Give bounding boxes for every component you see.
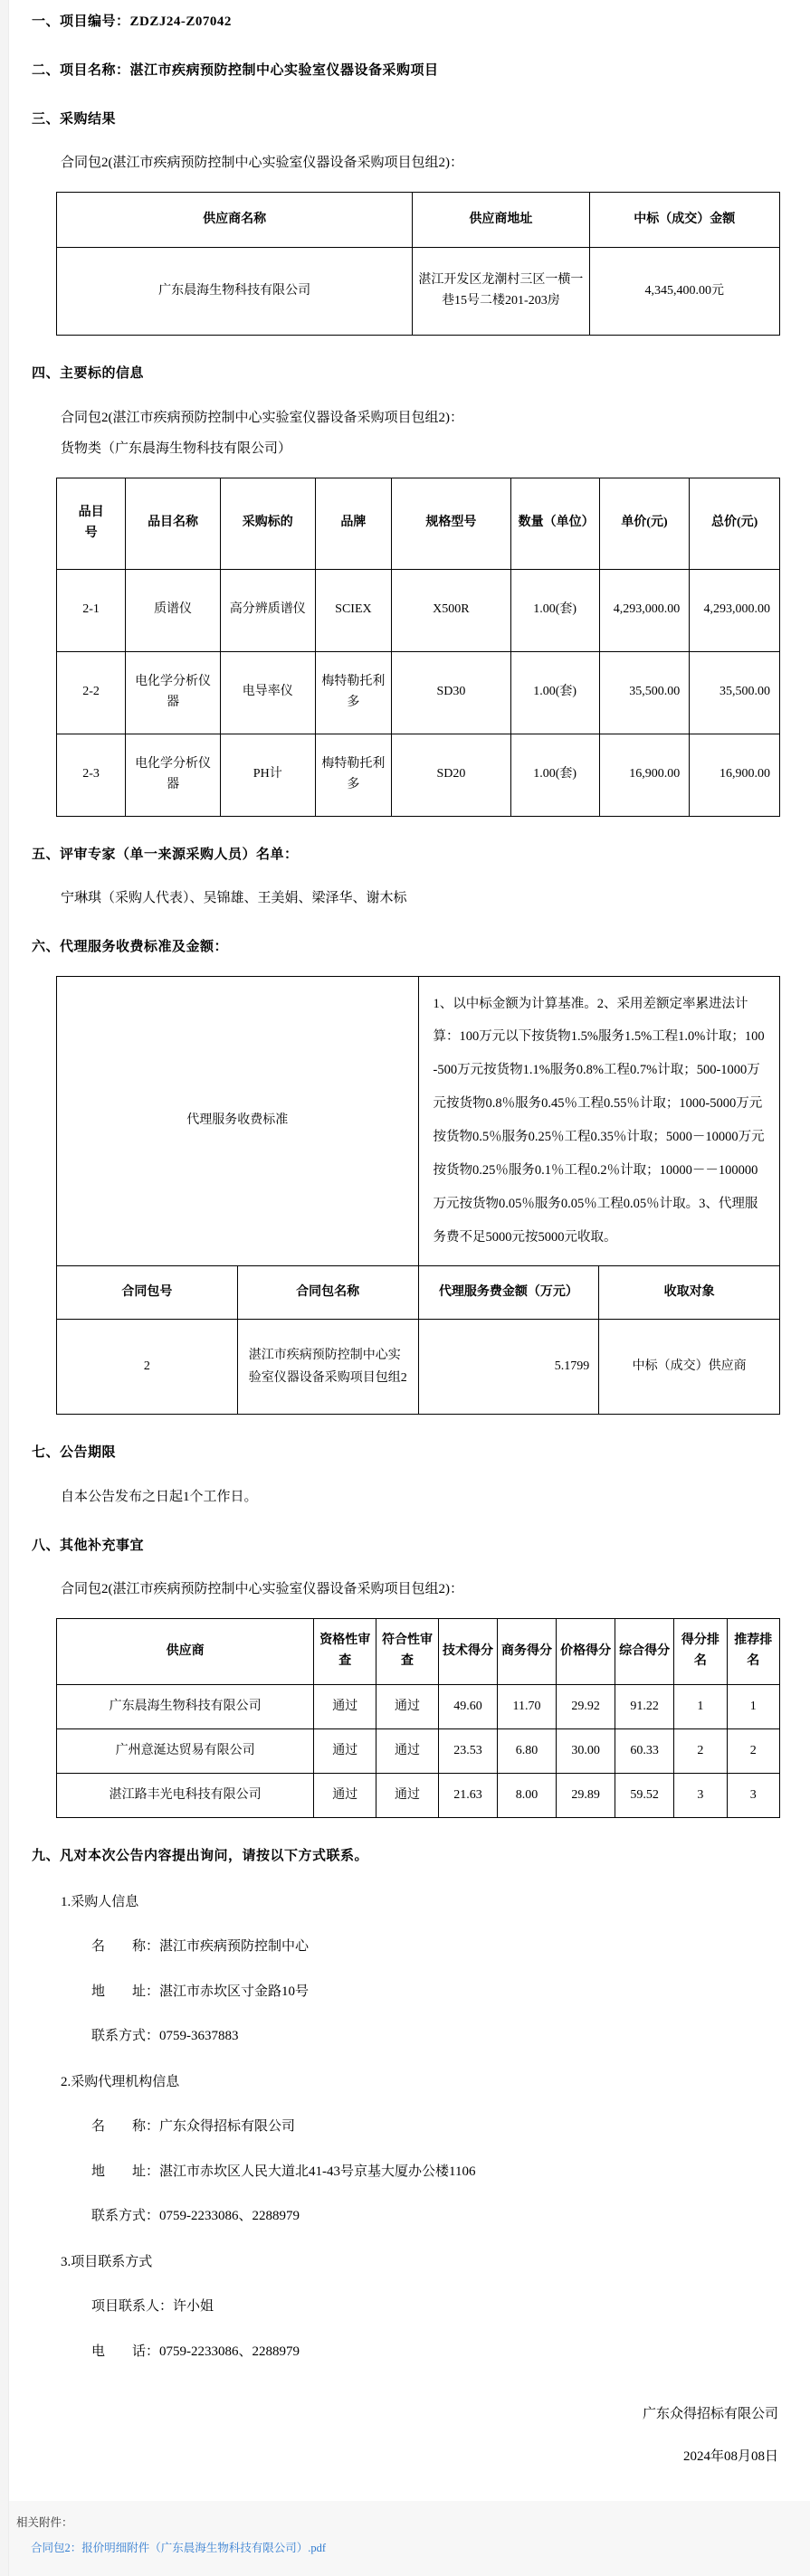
heading-main-items: 四、主要标的信息 [32, 365, 145, 381]
column-header: 商务得分 [497, 1618, 556, 1684]
item-row [57, 569, 780, 651]
agency-name: 名 称：广东众得招标有限公司 [91, 2119, 296, 2134]
item-name-cell: 电化学分析仪器 [126, 651, 221, 734]
heading-contact: 九、凡对本次公告内容提出询问，请按以下方式联系。 [32, 1848, 369, 1863]
purchaser-info-title: 1.采购人信息 [61, 1894, 139, 1909]
score-rank-cell: 3 [674, 1773, 727, 1817]
column-header: 规格型号 [392, 478, 510, 569]
agency-phone: 联系方式：0759-2233086、2288979 [91, 2209, 300, 2223]
qualification-cell: 通过 [314, 1773, 376, 1817]
agency-info-title: 2.采购代理机构信息 [61, 2074, 180, 2089]
conformity-cell: 通过 [376, 1773, 439, 1817]
attachment-pdf-link[interactable]: 合同包2：报价明细附件（广东晨海生物科技有限公司）.pdf [31, 2542, 327, 2554]
attachments-label: 相关附件： [16, 2516, 73, 2529]
heading-notice-period: 七、公告期限 [32, 1445, 117, 1461]
project-contact-title: 3.项目联系方式 [61, 2254, 153, 2269]
project-contact-person: 项目联系人：许小姐 [91, 2299, 214, 2314]
column-header: 合同包号 [57, 1266, 238, 1320]
item-name-cell: 电化学分析仪器 [126, 734, 221, 816]
conformity-cell: 通过 [376, 1728, 439, 1773]
column-header: 总价(元) [690, 478, 780, 569]
main-items-package-note: 合同包2(湛江市疾病预防控制中心实验室仪器设备采购项目包组2)： [61, 410, 463, 425]
item-total-price-cell: 4,293,000.00 [690, 569, 780, 651]
heading-procurement-result: 三、采购结果 [32, 111, 117, 127]
package-name-cell: 湛江市疾病预防控制中心实验室仪器设备采购项目包组2 [237, 1320, 418, 1415]
main-items-table [56, 478, 780, 817]
item-qty-cell: 1.00(套) [510, 569, 599, 651]
column-header: 代理服务费金额（万元） [418, 1266, 599, 1320]
item-unit-price-cell: 35,500.00 [599, 651, 690, 734]
conformity-cell: 通过 [376, 1684, 439, 1728]
table-header-row [57, 192, 780, 247]
table-row [57, 247, 780, 335]
table-header-row [57, 1266, 780, 1320]
item-target-cell: PH计 [220, 734, 315, 816]
column-header: 供应商名称 [57, 192, 413, 247]
column-header: 品目号 [57, 478, 126, 569]
column-header: 供应商地址 [413, 192, 589, 247]
fee-payer-cell: 中标（成交）供应商 [599, 1320, 780, 1415]
total-score-cell: 59.52 [615, 1773, 674, 1817]
item-total-price-cell: 16,900.00 [690, 734, 780, 816]
recommend-rank-cell: 3 [727, 1773, 779, 1817]
qualification-cell: 通过 [314, 1728, 376, 1773]
item-no-cell: 2-3 [57, 734, 126, 816]
item-total-price-cell: 35,500.00 [690, 651, 780, 734]
column-header: 资格性审查 [314, 1618, 376, 1684]
column-header: 单价(元) [599, 478, 690, 569]
item-no-cell: 2-2 [57, 651, 126, 734]
main-items-category-note: 货物类（广东晨海生物科技有限公司） [61, 441, 292, 456]
recommend-rank-cell: 2 [727, 1728, 779, 1773]
tech-score-cell: 21.63 [438, 1773, 497, 1817]
column-header: 收取对象 [599, 1266, 780, 1320]
column-header: 合同包名称 [237, 1266, 418, 1320]
page-left-gutter [0, 0, 9, 2576]
award-amount-cell: 4,345,400.00元 [589, 247, 779, 335]
heading-experts: 五、评审专家（单一来源采购人员）名单： [32, 847, 299, 862]
supplier-address-cell: 湛江开发区龙潮村三区一横一巷15号二楼201-203房 [413, 247, 589, 335]
score-row [57, 1684, 780, 1728]
score-row [57, 1728, 780, 1773]
purchaser-address: 地 址：湛江市赤坎区寸金路10号 [91, 1984, 310, 1999]
item-row [57, 734, 780, 816]
fee-standard-row [57, 976, 780, 1266]
supplier-name-cell: 广东晨海生物科技有限公司 [57, 247, 413, 335]
agency-address: 地 址：湛江市赤坎区人民大道北41-43号京基大厦办公楼1106 [91, 2164, 476, 2179]
heading-supplementary: 八、其他补充事宜 [32, 1538, 145, 1553]
item-brand-cell: SCIEX [315, 569, 392, 651]
recommend-rank-cell: 1 [727, 1684, 779, 1728]
item-name-cell: 质谱仪 [126, 569, 221, 651]
price-score-cell: 29.89 [557, 1773, 615, 1817]
supplementary-package-note: 合同包2(湛江市疾病预防控制中心实验室仪器设备采购项目包组2)： [61, 1582, 463, 1597]
purchaser-phone: 联系方式：0759-3637883 [91, 2029, 239, 2043]
item-unit-price-cell: 4,293,000.00 [599, 569, 690, 651]
item-target-cell: 电导率仪 [220, 651, 315, 734]
column-header: 采购标的 [220, 478, 315, 569]
bidder-name-cell: 广州意涎达贸易有限公司 [57, 1728, 314, 1773]
purchaser-name: 名 称：湛江市疾病预防控制中心 [91, 1939, 310, 1954]
score-row [57, 1773, 780, 1817]
item-model-cell: SD20 [392, 734, 510, 816]
fee-standard-label-cell: 代理服务收费标准 [57, 976, 419, 1266]
business-score-cell: 11.70 [497, 1684, 556, 1728]
bidder-name-cell: 湛江路丰光电科技有限公司 [57, 1773, 314, 1817]
item-qty-cell: 1.00(套) [510, 651, 599, 734]
total-score-cell: 91.22 [615, 1684, 674, 1728]
project-contact-phone: 电 话：0759-2233086、2288979 [91, 2344, 300, 2359]
heading-project-number: 一、项目编号：ZDZJ24-Z07042 [32, 14, 232, 29]
column-header: 数量（单位） [510, 478, 599, 569]
table-header-row [57, 478, 780, 569]
signature-date: 2024年08月08日 [682, 2449, 778, 2464]
column-header: 品牌 [315, 478, 392, 569]
bidder-name-cell: 广东晨海生物科技有限公司 [57, 1684, 314, 1728]
fee-amount-cell: 5.1799 [418, 1320, 599, 1415]
attachments-footer [0, 2501, 810, 2576]
signature-company: 广东众得招标有限公司 [642, 2407, 778, 2421]
score-rank-cell: 2 [674, 1728, 727, 1773]
item-brand-cell: 梅特勒托利多 [315, 651, 392, 734]
total-score-cell: 60.33 [615, 1728, 674, 1773]
fee-data-row [57, 1320, 780, 1415]
column-header: 符合性审查 [376, 1618, 439, 1684]
score-rank-cell: 1 [674, 1684, 727, 1728]
table-header-row [57, 1618, 780, 1684]
tech-score-cell: 23.53 [438, 1728, 497, 1773]
item-model-cell: X500R [392, 569, 510, 651]
business-score-cell: 8.00 [497, 1773, 556, 1817]
agency-fee-table [56, 976, 780, 1416]
heading-agency-fee: 六、代理服务收费标准及金额： [32, 939, 229, 954]
notice-period-text: 自本公告发布之日起1个工作日。 [61, 1490, 258, 1504]
item-qty-cell: 1.00(套) [510, 734, 599, 816]
item-brand-cell: 梅特勒托利多 [315, 734, 392, 816]
business-score-cell: 6.80 [497, 1728, 556, 1773]
column-header: 中标（成交）金额 [589, 192, 779, 247]
fee-standard-text-cell: 1、以中标金额为计算基准。2、采用差额定率累进法计算：100万元以下按货物1.5%服务1.5%工程1.0%计取；100-500万元按货物1.1%服务0.8%工程0.7%计取；500-1000万元按货物0.8％服务0.45％工程0.55％计取；1000-5000万元按货物0.5％服务0.25％工程0.35％计取；5000－10000万元按货物0.25％服务0.1％工程0.2％计取；10000－－100000万元按货物0.05％服务0.05％工程0.05％计取。3、代理服务费不足5000元按5000元收取。 [418, 976, 780, 1266]
procurement-package-note: 合同包2(湛江市疾病预防控制中心实验室仪器设备采购项目包组2)： [61, 156, 463, 171]
item-no-cell: 2-1 [57, 569, 126, 651]
price-score-cell: 29.92 [557, 1684, 615, 1728]
column-header: 品目名称 [126, 478, 221, 569]
experts-list: 宁琳琪（采购人代表）、吴锦雄、王美娟、梁泽华、谢木标 [61, 891, 407, 906]
column-header: 综合得分 [615, 1618, 674, 1684]
column-header: 供应商 [57, 1618, 314, 1684]
column-header: 技术得分 [438, 1618, 497, 1684]
procurement-result-table [56, 192, 780, 336]
qualification-cell: 通过 [314, 1684, 376, 1728]
package-no-cell: 2 [57, 1320, 238, 1415]
price-score-cell: 30.00 [557, 1728, 615, 1773]
item-row [57, 651, 780, 734]
evaluation-score-table [56, 1618, 780, 1818]
column-header: 价格得分 [557, 1618, 615, 1684]
tech-score-cell: 49.60 [438, 1684, 497, 1728]
column-header: 得分排名 [674, 1618, 727, 1684]
item-model-cell: SD30 [392, 651, 510, 734]
item-unit-price-cell: 16,900.00 [599, 734, 690, 816]
heading-project-name: 二、项目名称：湛江市疾病预防控制中心实验室仪器设备采购项目 [32, 62, 439, 78]
column-header: 推荐排名 [727, 1618, 779, 1684]
item-target-cell: 高分辨质谱仪 [220, 569, 315, 651]
